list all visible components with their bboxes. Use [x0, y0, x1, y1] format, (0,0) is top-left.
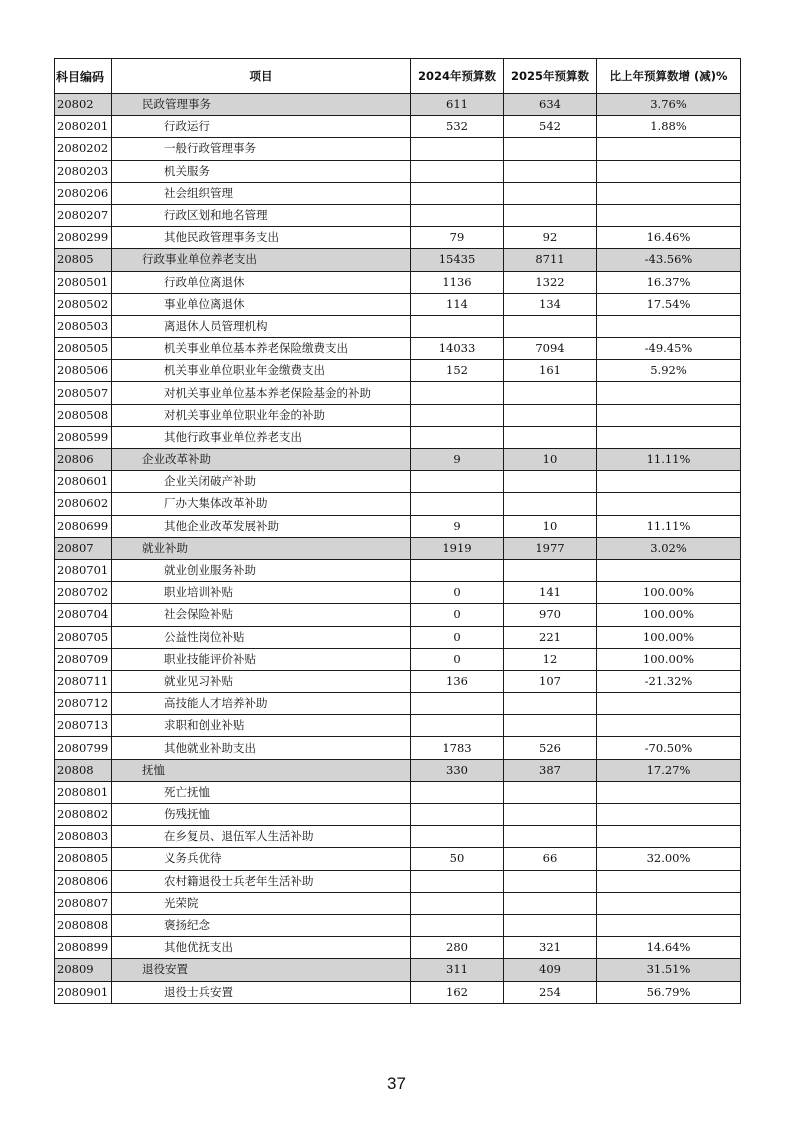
code-cell: 2080702: [55, 582, 112, 604]
budget-2024-cell: 15435: [411, 249, 504, 271]
budget-2025-cell: 970: [504, 604, 597, 626]
code-cell: 2080713: [55, 715, 112, 737]
change-percent-cell: -21.32%: [597, 670, 741, 692]
budget-2025-cell: [504, 870, 597, 892]
change-percent-cell: 31.51%: [597, 959, 741, 981]
item-name-cell: 农村籍退役士兵老年生活补助: [112, 870, 411, 892]
code-cell: 2080705: [55, 626, 112, 648]
item-name-cell: 行政事业单位养老支出: [112, 249, 411, 271]
budget-2024-cell: 280: [411, 937, 504, 959]
change-percent-cell: 14.64%: [597, 937, 741, 959]
change-percent-cell: -49.45%: [597, 338, 741, 360]
header-2025-budget: 2025年预算数: [504, 59, 597, 94]
code-cell: 2080709: [55, 648, 112, 670]
table-row: [55, 382, 741, 404]
budget-2025-cell: 66: [504, 848, 597, 870]
budget-2025-cell: [504, 892, 597, 914]
budget-2025-cell: 10: [504, 449, 597, 471]
budget-2025-cell: [504, 404, 597, 426]
budget-2024-cell: [411, 315, 504, 337]
change-percent-cell: 11.11%: [597, 515, 741, 537]
budget-2024-cell: [411, 804, 504, 826]
budget-2025-cell: 107: [504, 670, 597, 692]
change-percent-cell: 32.00%: [597, 848, 741, 870]
budget-2025-cell: [504, 493, 597, 515]
budget-2024-cell: 1136: [411, 271, 504, 293]
budget-2024-cell: 532: [411, 116, 504, 138]
budget-2025-cell: 141: [504, 582, 597, 604]
code-cell: 2080299: [55, 227, 112, 249]
budget-2024-cell: 9: [411, 515, 504, 537]
change-percent-cell: [597, 892, 741, 914]
code-cell: 2080805: [55, 848, 112, 870]
item-name-cell: 企业改革补助: [112, 449, 411, 471]
header-2024-budget: 2024年预算数: [411, 59, 504, 94]
budget-2024-cell: [411, 892, 504, 914]
change-percent-cell: [597, 160, 741, 182]
code-cell: 20808: [55, 759, 112, 781]
budget-2025-cell: [504, 382, 597, 404]
budget-table: [54, 58, 741, 1004]
item-name-cell: 离退休人员管理机构: [112, 315, 411, 337]
code-cell: 20805: [55, 249, 112, 271]
change-percent-cell: [597, 182, 741, 204]
item-name-cell: 求职和创业补贴: [112, 715, 411, 737]
budget-2024-cell: [411, 493, 504, 515]
code-cell: 2080712: [55, 693, 112, 715]
item-name-cell: 对机关事业单位职业年金的补助: [112, 404, 411, 426]
budget-2024-cell: 50: [411, 848, 504, 870]
change-percent-cell: 16.46%: [597, 227, 741, 249]
code-cell: 2080206: [55, 182, 112, 204]
item-name-cell: 行政单位离退休: [112, 271, 411, 293]
table-row: [55, 582, 741, 604]
change-percent-cell: [597, 138, 741, 160]
budget-2024-cell: [411, 559, 504, 581]
code-cell: 2080806: [55, 870, 112, 892]
change-percent-cell: [597, 471, 741, 493]
change-percent-cell: [597, 914, 741, 936]
code-cell: 2080807: [55, 892, 112, 914]
budget-2025-cell: 634: [504, 94, 597, 116]
change-percent-cell: [597, 559, 741, 581]
code-cell: 2080901: [55, 981, 112, 1003]
change-percent-cell: [597, 870, 741, 892]
budget-2025-cell: 542: [504, 116, 597, 138]
budget-2024-cell: 136: [411, 670, 504, 692]
item-name-cell: 社会组织管理: [112, 182, 411, 204]
budget-2024-cell: [411, 826, 504, 848]
table-row: [55, 515, 741, 537]
budget-2024-cell: 79: [411, 227, 504, 249]
item-name-cell: 退役士兵安置: [112, 981, 411, 1003]
item-name-cell: 高技能人才培养补助: [112, 693, 411, 715]
change-percent-cell: 17.27%: [597, 759, 741, 781]
budget-2024-cell: 0: [411, 626, 504, 648]
budget-2025-cell: [504, 138, 597, 160]
table-row: [55, 693, 741, 715]
budget-2025-cell: 134: [504, 293, 597, 315]
change-percent-cell: -70.50%: [597, 737, 741, 759]
code-cell: 2080503: [55, 315, 112, 337]
budget-2025-cell: [504, 715, 597, 737]
budget-2024-cell: 330: [411, 759, 504, 781]
header-code: 科目编码: [55, 59, 112, 94]
item-name-cell: 就业补助: [112, 537, 411, 559]
item-name-cell: 机关服务: [112, 160, 411, 182]
page-number: 37: [387, 1074, 406, 1093]
budget-2025-cell: [504, 315, 597, 337]
budget-2024-cell: [411, 870, 504, 892]
item-name-cell: 机关事业单位基本养老保险缴费支出: [112, 338, 411, 360]
change-percent-cell: [597, 382, 741, 404]
item-name-cell: 其他就业补助支出: [112, 737, 411, 759]
item-name-cell: 企业关闭破产补助: [112, 471, 411, 493]
change-percent-cell: [597, 693, 741, 715]
budget-2024-cell: 9: [411, 449, 504, 471]
table-row: [55, 648, 741, 670]
code-cell: 2080599: [55, 426, 112, 448]
item-name-cell: 退役安置: [112, 959, 411, 981]
budget-2025-cell: 161: [504, 360, 597, 382]
item-name-cell: 一般行政管理事务: [112, 138, 411, 160]
budget-2025-cell: 387: [504, 759, 597, 781]
code-cell: 2080799: [55, 737, 112, 759]
budget-2025-cell: 1322: [504, 271, 597, 293]
budget-2024-cell: 0: [411, 648, 504, 670]
table-row: [55, 138, 741, 160]
budget-2024-cell: [411, 404, 504, 426]
budget-2025-cell: 10: [504, 515, 597, 537]
change-percent-cell: 1.88%: [597, 116, 741, 138]
item-name-cell: 事业单位离退休: [112, 293, 411, 315]
budget-2024-cell: [411, 471, 504, 493]
budget-2025-cell: [504, 559, 597, 581]
item-name-cell: 伤残抚恤: [112, 804, 411, 826]
item-name-cell: 公益性岗位补贴: [112, 626, 411, 648]
code-cell: 20807: [55, 537, 112, 559]
change-percent-cell: -43.56%: [597, 249, 741, 271]
item-name-cell: 机关事业单位职业年金缴费支出: [112, 360, 411, 382]
table-row: [55, 848, 741, 870]
code-cell: 2080505: [55, 338, 112, 360]
budget-2025-cell: [504, 160, 597, 182]
budget-2025-cell: 7094: [504, 338, 597, 360]
change-percent-cell: 5.92%: [597, 360, 741, 382]
table-row: [55, 804, 741, 826]
table-group-row: [55, 759, 741, 781]
budget-2025-cell: [504, 826, 597, 848]
header-change-percent: 比上年预算数增 (减)%: [597, 59, 741, 94]
change-percent-cell: [597, 826, 741, 848]
item-name-cell: 厂办大集体改革补助: [112, 493, 411, 515]
table-row: [55, 914, 741, 936]
budget-2025-cell: 409: [504, 959, 597, 981]
change-percent-cell: 3.76%: [597, 94, 741, 116]
budget-2024-cell: [411, 160, 504, 182]
code-cell: 20806: [55, 449, 112, 471]
code-cell: 2080801: [55, 781, 112, 803]
table-row: [55, 293, 741, 315]
budget-2024-cell: [411, 182, 504, 204]
item-name-cell: 社会保险补贴: [112, 604, 411, 626]
code-cell: 2080507: [55, 382, 112, 404]
code-cell: 20802: [55, 94, 112, 116]
item-name-cell: 其他优抚支出: [112, 937, 411, 959]
budget-2025-cell: [504, 204, 597, 226]
code-cell: 2080704: [55, 604, 112, 626]
table-row: [55, 670, 741, 692]
budget-2024-cell: [411, 914, 504, 936]
budget-2025-cell: 254: [504, 981, 597, 1003]
change-percent-cell: [597, 804, 741, 826]
table-group-row: [55, 449, 741, 471]
budget-2025-cell: 8711: [504, 249, 597, 271]
budget-2025-cell: [504, 693, 597, 715]
budget-2025-cell: 1977: [504, 537, 597, 559]
budget-2024-cell: [411, 204, 504, 226]
budget-2024-cell: 0: [411, 582, 504, 604]
budget-2025-cell: [504, 182, 597, 204]
table-row: [55, 493, 741, 515]
budget-2025-cell: [504, 781, 597, 803]
budget-2024-cell: 1783: [411, 737, 504, 759]
item-name-cell: 其他企业改革发展补助: [112, 515, 411, 537]
table-row: [55, 471, 741, 493]
budget-2025-cell: 526: [504, 737, 597, 759]
budget-2025-cell: [504, 471, 597, 493]
change-percent-cell: 11.11%: [597, 449, 741, 471]
code-cell: 2080201: [55, 116, 112, 138]
budget-2024-cell: 0: [411, 604, 504, 626]
table-group-row: [55, 959, 741, 981]
budget-2025-cell: [504, 426, 597, 448]
table-row: [55, 937, 741, 959]
table-header-row: [55, 59, 741, 94]
budget-2025-cell: 321: [504, 937, 597, 959]
budget-2025-cell: [504, 914, 597, 936]
item-name-cell: 民政管理事务: [112, 94, 411, 116]
header-item: 项目: [112, 59, 411, 94]
item-name-cell: 其他行政事业单位养老支出: [112, 426, 411, 448]
budget-2024-cell: 311: [411, 959, 504, 981]
budget-2024-cell: 114: [411, 293, 504, 315]
change-percent-cell: [597, 426, 741, 448]
item-name-cell: 死亡抚恤: [112, 781, 411, 803]
code-cell: 2080502: [55, 293, 112, 315]
code-cell: 2080808: [55, 914, 112, 936]
table-row: [55, 626, 741, 648]
item-name-cell: 其他民政管理事务支出: [112, 227, 411, 249]
table-row: [55, 160, 741, 182]
item-name-cell: 在乡复员、退伍军人生活补助: [112, 826, 411, 848]
table-row: [55, 338, 741, 360]
budget-2024-cell: [411, 781, 504, 803]
budget-2024-cell: [411, 693, 504, 715]
table-row: [55, 981, 741, 1003]
table-row: [55, 826, 741, 848]
code-cell: 2080899: [55, 937, 112, 959]
budget-2025-cell: 221: [504, 626, 597, 648]
table-row: [55, 360, 741, 382]
table-group-row: [55, 537, 741, 559]
table-row: [55, 204, 741, 226]
table-row: [55, 604, 741, 626]
change-percent-cell: 100.00%: [597, 582, 741, 604]
item-name-cell: 行政运行: [112, 116, 411, 138]
change-percent-cell: 100.00%: [597, 648, 741, 670]
change-percent-cell: 3.02%: [597, 537, 741, 559]
change-percent-cell: [597, 404, 741, 426]
change-percent-cell: [597, 781, 741, 803]
code-cell: 20809: [55, 959, 112, 981]
item-name-cell: 抚恤: [112, 759, 411, 781]
code-cell: 2080501: [55, 271, 112, 293]
change-percent-cell: [597, 715, 741, 737]
change-percent-cell: [597, 493, 741, 515]
budget-2025-cell: 92: [504, 227, 597, 249]
budget-2024-cell: 152: [411, 360, 504, 382]
code-cell: 2080207: [55, 204, 112, 226]
change-percent-cell: 56.79%: [597, 981, 741, 1003]
table-group-row: [55, 94, 741, 116]
code-cell: 2080701: [55, 559, 112, 581]
table-body: [55, 94, 741, 1004]
change-percent-cell: [597, 315, 741, 337]
budget-2024-cell: [411, 715, 504, 737]
budget-2024-cell: [411, 382, 504, 404]
budget-2024-cell: [411, 138, 504, 160]
code-cell: 2080711: [55, 670, 112, 692]
item-name-cell: 就业创业服务补助: [112, 559, 411, 581]
code-cell: 2080601: [55, 471, 112, 493]
item-name-cell: 就业见习补贴: [112, 670, 411, 692]
table-row: [55, 315, 741, 337]
change-percent-cell: 100.00%: [597, 626, 741, 648]
change-percent-cell: 100.00%: [597, 604, 741, 626]
table-row: [55, 116, 741, 138]
item-name-cell: 义务兵优待: [112, 848, 411, 870]
table-row: [55, 227, 741, 249]
table-row: [55, 404, 741, 426]
table-row: [55, 737, 741, 759]
budget-2025-cell: [504, 804, 597, 826]
code-cell: 2080699: [55, 515, 112, 537]
table-row: [55, 271, 741, 293]
table-row: [55, 781, 741, 803]
item-name-cell: 光荣院: [112, 892, 411, 914]
code-cell: 2080506: [55, 360, 112, 382]
budget-2024-cell: [411, 426, 504, 448]
code-cell: 2080602: [55, 493, 112, 515]
table-row: [55, 426, 741, 448]
budget-2025-cell: 12: [504, 648, 597, 670]
table-group-row: [55, 249, 741, 271]
budget-2024-cell: 611: [411, 94, 504, 116]
change-percent-cell: [597, 204, 741, 226]
code-cell: 2080803: [55, 826, 112, 848]
table-row: [55, 870, 741, 892]
budget-2024-cell: 14033: [411, 338, 504, 360]
table-row: [55, 559, 741, 581]
item-name-cell: 对机关事业单位基本养老保险基金的补助: [112, 382, 411, 404]
budget-2024-cell: 162: [411, 981, 504, 1003]
item-name-cell: 行政区划和地名管理: [112, 204, 411, 226]
item-name-cell: 职业技能评价补贴: [112, 648, 411, 670]
change-percent-cell: 16.37%: [597, 271, 741, 293]
table-row: [55, 892, 741, 914]
item-name-cell: 职业培训补贴: [112, 582, 411, 604]
item-name-cell: 褒扬纪念: [112, 914, 411, 936]
code-cell: 2080508: [55, 404, 112, 426]
table-row: [55, 715, 741, 737]
budget-2024-cell: 1919: [411, 537, 504, 559]
change-percent-cell: 17.54%: [597, 293, 741, 315]
table-row: [55, 182, 741, 204]
code-cell: 2080802: [55, 804, 112, 826]
code-cell: 2080203: [55, 160, 112, 182]
code-cell: 2080202: [55, 138, 112, 160]
